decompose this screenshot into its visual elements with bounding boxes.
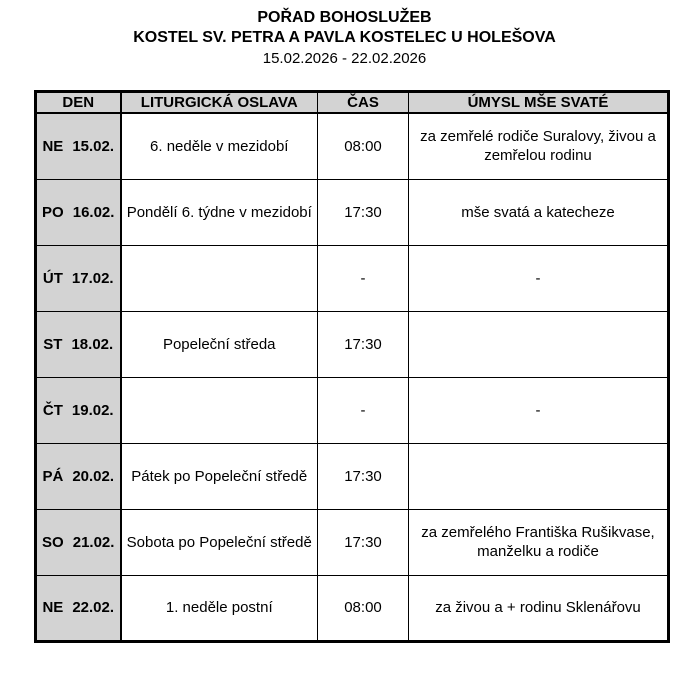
- day-date: 20.02.: [72, 467, 115, 485]
- day-cell: [36, 575, 121, 641]
- table-row: [36, 179, 669, 245]
- celebration-cell: 6. neděle v mezidobí: [121, 113, 318, 179]
- time-cell: 17:30: [318, 443, 409, 509]
- day-abbreviation: PO: [42, 203, 64, 221]
- day-abbreviation: NE: [42, 137, 64, 155]
- celebration-cell: Pondělí 6. týdne v mezidobí: [121, 179, 318, 245]
- day-cell: [36, 443, 121, 509]
- table-header: [36, 92, 669, 114]
- title-block: [0, 0, 689, 69]
- intention-cell: mše svatá a katecheze: [409, 179, 669, 245]
- table-row: [36, 443, 669, 509]
- time-cell: 17:30: [318, 311, 409, 377]
- page-title: POŘAD BOHOSLUŽEB: [257, 9, 432, 26]
- date-range: 15.02.2026 - 22.02.2026: [262, 50, 427, 67]
- celebration-cell: [121, 245, 318, 311]
- day-date: 22.02.: [72, 599, 115, 616]
- intention-cell: -: [409, 245, 669, 311]
- celebration-cell: Sobota po Popeleční středě: [121, 509, 318, 575]
- church-name: KOSTEL SV. PETRA A PAVLA KOSTELEC U HOLEŠOVA: [133, 29, 556, 46]
- day-abbreviation: ČT: [42, 401, 63, 419]
- day-date: 21.02.: [72, 533, 115, 551]
- day-date: 16.02.: [72, 203, 115, 221]
- celebration-cell: 1. neděle postní: [121, 575, 318, 641]
- day-cell: [36, 179, 121, 245]
- day-abbreviation: PÁ: [42, 467, 64, 485]
- header-row: [36, 92, 669, 114]
- intention-cell: [409, 443, 669, 509]
- table-row: [36, 113, 669, 179]
- table-row: [36, 311, 669, 377]
- intention-cell: za zemřelé rodiče Suralovy, živou a zemřelou rodinu: [409, 113, 669, 179]
- time-cell: 08:00: [318, 575, 409, 641]
- table-row: [36, 509, 669, 575]
- day-abbreviation: ST: [43, 335, 63, 353]
- celebration-cell: Pátek po Popeleční středě: [121, 443, 318, 509]
- column-header-time: ČAS: [318, 92, 409, 114]
- intention-cell: [409, 311, 669, 377]
- intention-cell: -: [409, 377, 669, 443]
- day-abbreviation: ÚT: [42, 269, 63, 287]
- time-cell: -: [318, 245, 409, 311]
- day-date: 19.02.: [71, 401, 114, 419]
- celebration-cell: [121, 377, 318, 443]
- day-date: 15.02.: [72, 137, 115, 155]
- table-row: [36, 245, 669, 311]
- day-abbreviation: NE: [42, 599, 64, 616]
- time-cell: 17:30: [318, 179, 409, 245]
- day-date: 17.02.: [71, 269, 114, 287]
- intention-cell: za zemřelého Františka Rušikvase, manželku a rodiče: [409, 509, 669, 575]
- celebration-cell: Popeleční středa: [121, 311, 318, 377]
- time-cell: -: [318, 377, 409, 443]
- day-date: 18.02.: [71, 335, 114, 353]
- day-cell: [36, 509, 121, 575]
- table-body: [36, 113, 669, 641]
- intention-cell: za živou a + rodinu Sklenářovu: [409, 575, 669, 641]
- time-cell: 17:30: [318, 509, 409, 575]
- table-row: [36, 575, 669, 641]
- table-row: [36, 377, 669, 443]
- day-abbreviation: SO: [42, 533, 64, 551]
- day-cell: [36, 377, 121, 443]
- day-cell: [36, 245, 121, 311]
- column-header-celebration: LITURGICKÁ OSLAVA: [121, 92, 318, 114]
- schedule-table: [34, 90, 670, 643]
- time-cell: 08:00: [318, 113, 409, 179]
- column-header-intention: ÚMYSL MŠE SVATÉ: [409, 92, 669, 114]
- column-header-day: DEN: [36, 92, 121, 114]
- day-cell: [36, 113, 121, 179]
- day-cell: [36, 311, 121, 377]
